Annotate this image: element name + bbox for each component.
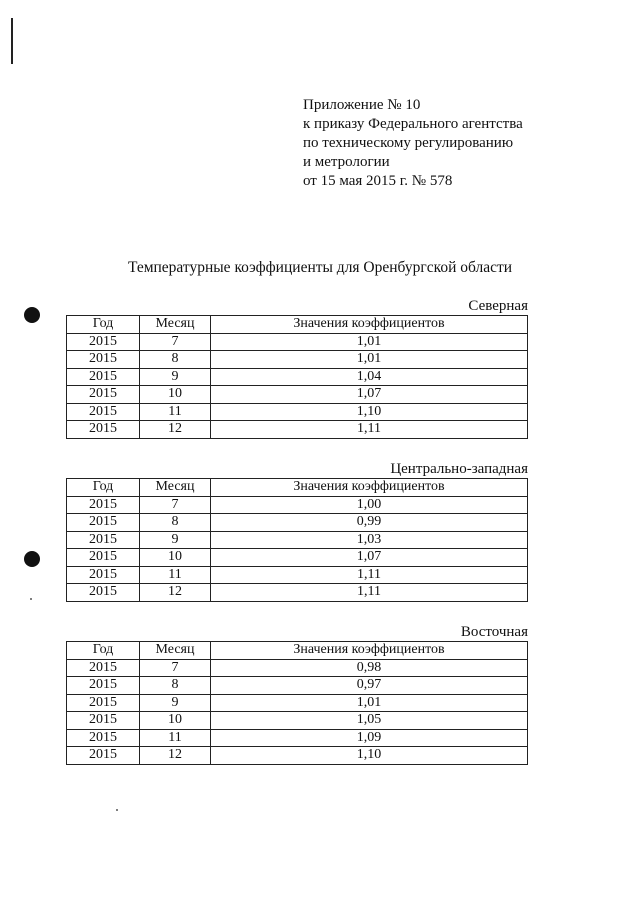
table-row: [67, 712, 528, 730]
column-header-year: Год: [67, 642, 140, 660]
table-row: [67, 549, 528, 567]
table-row: [67, 368, 528, 386]
cell-year: 2015: [67, 386, 140, 404]
column-header-year: Год: [67, 316, 140, 334]
cell-value: 1,11: [211, 421, 528, 439]
table-row: [67, 496, 528, 514]
cell-year: 2015: [67, 566, 140, 584]
cell-year: 2015: [67, 729, 140, 747]
cell-value: 1,01: [211, 333, 528, 351]
cell-month: 9: [140, 368, 211, 386]
cell-value: 1,00: [211, 496, 528, 514]
cell-year: 2015: [67, 351, 140, 369]
cell-year: 2015: [67, 747, 140, 765]
table-row: [67, 729, 528, 747]
cell-month: 8: [140, 351, 211, 369]
table-row: [67, 333, 528, 351]
header-line-date: от 15 мая 2015 г. № 578: [303, 173, 453, 189]
cell-year: 2015: [67, 694, 140, 712]
table-row: [67, 584, 528, 602]
cell-month: 8: [140, 677, 211, 695]
cell-year: 2015: [67, 368, 140, 386]
table-row: [67, 421, 528, 439]
cell-value: 1,11: [211, 566, 528, 584]
coefficients-table: [66, 478, 528, 602]
column-header-value: Значения коэффициентов: [211, 642, 528, 660]
cell-month: 11: [140, 403, 211, 421]
cell-value: 1,05: [211, 712, 528, 730]
cell-value: 1,10: [211, 403, 528, 421]
cell-value: 0,98: [211, 659, 528, 677]
cell-month: 12: [140, 747, 211, 765]
cell-value: 0,97: [211, 677, 528, 695]
cell-month: 10: [140, 549, 211, 567]
table-row: [67, 531, 528, 549]
cell-year: 2015: [67, 531, 140, 549]
header-line-metrology: и метрологии: [303, 154, 390, 170]
column-header-value: Значения коэффициентов: [211, 479, 528, 497]
region-name: Северная: [468, 298, 528, 314]
cell-year: 2015: [67, 584, 140, 602]
document-title: Температурные коэффициенты для Оренбургской области: [127, 259, 513, 276]
cell-value: 1,07: [211, 549, 528, 567]
table-header-row: [67, 479, 528, 497]
cell-year: 2015: [67, 712, 140, 730]
table-row: [67, 677, 528, 695]
cell-value: 1,10: [211, 747, 528, 765]
cell-year: 2015: [67, 549, 140, 567]
cell-month: 7: [140, 333, 211, 351]
cell-month: 9: [140, 694, 211, 712]
cell-month: 9: [140, 531, 211, 549]
table-row: [67, 694, 528, 712]
scan-speck: [116, 809, 118, 811]
punch-hole-top: [24, 307, 40, 323]
header-line-agency: по техническому регулированию: [303, 135, 514, 151]
region-block-east: [66, 624, 528, 765]
cell-month: 7: [140, 659, 211, 677]
cell-month: 10: [140, 386, 211, 404]
column-header-month: Месяц: [140, 642, 211, 660]
column-header-month: Месяц: [140, 479, 211, 497]
scan-speck: [30, 598, 32, 600]
cell-value: 1,03: [211, 531, 528, 549]
cell-month: 12: [140, 421, 211, 439]
cell-value: 1,07: [211, 386, 528, 404]
cell-year: 2015: [67, 496, 140, 514]
punch-hole-bottom: [24, 551, 40, 567]
cell-value: 1,01: [211, 694, 528, 712]
header-line-order: к приказу Федерального агентства: [303, 116, 523, 132]
cell-year: 2015: [67, 677, 140, 695]
cell-year: 2015: [67, 659, 140, 677]
table-row: [67, 351, 528, 369]
cell-month: 12: [140, 584, 211, 602]
header-line-appendix: Приложение № 10: [303, 97, 421, 113]
table-row: [67, 566, 528, 584]
cell-month: 8: [140, 514, 211, 532]
region-name: Восточная: [460, 624, 528, 640]
cell-value: 1,04: [211, 368, 528, 386]
column-header-month: Месяц: [140, 316, 211, 334]
cell-month: 11: [140, 566, 211, 584]
cell-month: 11: [140, 729, 211, 747]
region-name: Центрально-западная: [390, 461, 528, 477]
column-header-year: Год: [67, 479, 140, 497]
cell-value: 1,01: [211, 351, 528, 369]
table-row: [67, 747, 528, 765]
cell-value: 1,09: [211, 729, 528, 747]
table-row: [67, 514, 528, 532]
coefficients-table: [66, 315, 528, 439]
coefficients-table: [66, 641, 528, 765]
cell-year: 2015: [67, 421, 140, 439]
cell-year: 2015: [67, 333, 140, 351]
cell-month: 7: [140, 496, 211, 514]
cell-year: 2015: [67, 403, 140, 421]
column-header-value: Значения коэффициентов: [211, 316, 528, 334]
margin-line: [11, 18, 13, 64]
table-header-row: [67, 642, 528, 660]
table-row: [67, 403, 528, 421]
table-row: [67, 659, 528, 677]
cell-value: 0,99: [211, 514, 528, 532]
appendix-header: [303, 96, 523, 191]
table-header-row: [67, 316, 528, 334]
cell-month: 10: [140, 712, 211, 730]
table-row: [67, 386, 528, 404]
cell-value: 1,11: [211, 584, 528, 602]
cell-year: 2015: [67, 514, 140, 532]
region-block-central-west: [66, 461, 528, 602]
region-block-north: [66, 298, 528, 439]
